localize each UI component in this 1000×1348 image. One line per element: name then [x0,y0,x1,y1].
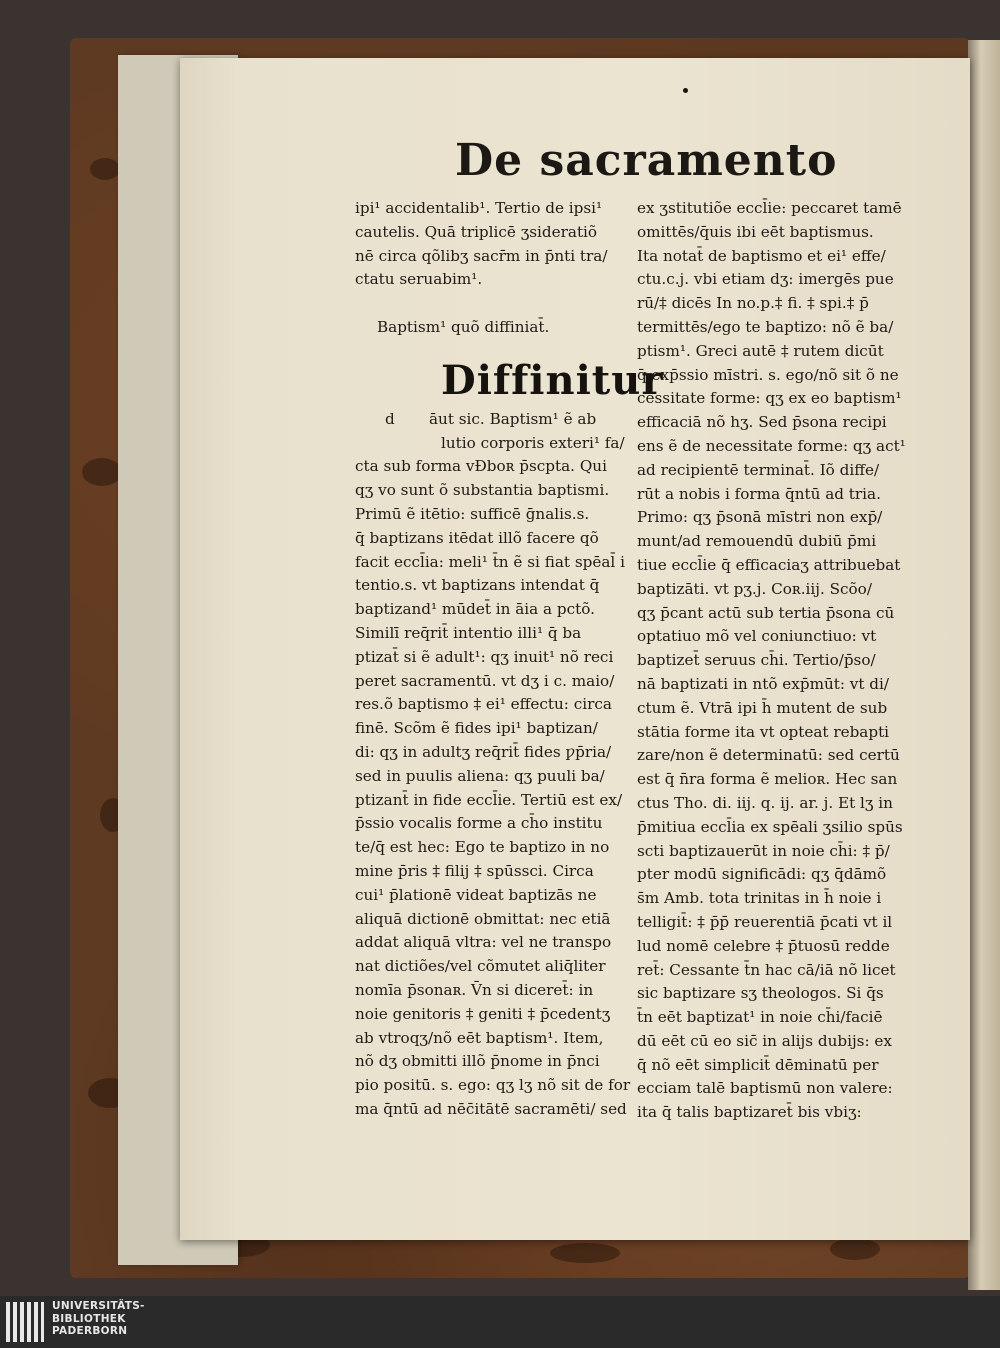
text-line: rūt a nobis i forma q̄ntū ad tria. [637,484,881,503]
page-mark [683,88,688,93]
text-line: sed in puulis aliena: qʒ puuli ba/ [355,766,605,785]
text-line: zare/non ẽ determinatū: sed certū [637,746,900,765]
text-line: Primo: qʒ p̄sonā mīstri non exp̄/ [637,508,883,527]
text-line: munt/ad remouendū dubiū p̄mi [637,532,877,551]
section-rubric: Baptism¹ quõ diffiniat̄. [377,317,550,336]
text-line: cui¹ p̄lationē videat baptizās ne [355,885,597,904]
text-line: stātia forme ita vt opteat rebapti [637,722,890,741]
text-line: ad recipientē terminat̄. Iõ diffe/ [637,460,880,479]
cover-spot [550,1243,620,1263]
text-line: facit eccl̄ia: meli¹ t̄n ẽ si fiat spēal̄ i [355,552,625,571]
text-line: rū/‡ dicēs In no.p.‡ fi. ‡ spi.‡ p̄ [637,294,869,313]
text-line: res.õ baptismo ‡ ei¹ effectu: circa [355,695,612,714]
text-line: Ita notat̄ de baptismo et ei¹ effe/ [637,246,886,265]
text-line: noie genitoris ‡ geniti ‡ p̄cedentʒ [355,1004,611,1023]
blank-line [355,340,639,354]
text-line: ret̄: Cessante t̄n hac cā/iā nõ licet [637,960,896,979]
text-line: ctum ẽ. Vtrā ipi h̄ mutent de sub [637,698,888,717]
text-line: ptizat̄ si ẽ adult¹: qʒ inuit¹ nõ reci [355,647,614,666]
text-line: p̄ssio vocalis forme a ch̄o institu [355,814,603,833]
logo-line: UNIVERSITÄTS- [52,1300,145,1312]
cover-spot [90,158,120,180]
text-line: sic baptizare sʒ theologos. Si q̄s [637,984,884,1003]
text-line: optatiuo mõ vel coniunctiuo: vt [637,627,877,646]
text-line: cautelis. Quā triplicē ʒsideratiõ [355,222,598,241]
text-line: di: qʒ in adultʒ req̄rit̄ fides ƿp̄ria/ [355,742,612,761]
text-line: qʒ p̄cant actū sub tertia p̄sona cū [637,603,895,622]
left-column [355,197,664,1122]
logo-line: BIBLIOTHEK [52,1312,126,1325]
text-line: p̄mitiua eccl̄ia ex spēali ʒsilio spūs [637,817,903,836]
next-page-edge [968,40,1000,1290]
text-line: Primū ẽ itētio: sufficē ḡnalis.s. [355,504,590,523]
text-line: efficaciā nõ hʒ. Sed p̄sona recipi [637,413,887,432]
cover-spot [82,458,122,486]
text-line: ecciam talē baptismū non valere: [637,1079,893,1098]
text-line: t̄n eēt baptizat¹ in noie ch̄i/faciē [637,1008,883,1027]
text-line: addat aliquā vltra: vel ne transpo [355,933,612,952]
text-line: q̄ baptizans itēdat illõ facere qõ [355,528,599,547]
text-line: baptizand¹ mūdet̄ in āia a pctõ. [355,600,595,619]
text-line: tiue eccl̄ie q̄ efficaciaʒ attribuebat [637,555,901,574]
right-column [637,197,921,1125]
text-line: ab vtroqʒ/nõ eēt baptism¹. Item, [355,1028,604,1047]
text-line: qʒ vo sunt õ substantia baptismi. [355,481,610,500]
text-line: nõ dʒ obmitti illõ p̄nome in p̄nci [355,1052,600,1071]
initial-word: Diffinitur [441,356,664,404]
text-line: telligit̄: ‡ p̄p̄ reuerentiā p̄cati vt il [637,912,893,931]
text-line: mine p̄ris ‡ filij ‡ spūssci. Circa [355,861,594,880]
text-line: omittēs/q̄uis ibi eēt baptismus. [637,222,874,241]
text-line: peret sacramentū. vt dʒ i c. maio/ [355,671,615,690]
logo-line: PADERBORN [52,1325,128,1337]
text-line: termittēs/ego te baptizo: nõ ẽ ba/ [637,317,894,336]
text-line [355,408,639,432]
text-line: q̄ exp̄ssio mīstri. s. ego/nõ sit õ ne [637,365,899,384]
text-line-rest: āut sic. Baptism¹ ẽ ab [429,409,597,428]
text-line: ptism¹. Greci autē ‡ rutem dicūt [637,341,884,360]
text-line: baptizāti. vt pʒ.j. Coʀ.iij. Scõo/ [637,579,872,598]
text-line: lutio corporis exteri¹ fa/ [441,433,625,452]
text-line: ex ʒstitutiõe eccl̄ie: peccaret tamē [637,199,902,217]
blank-line [355,292,639,316]
text-line: aliquā dictionē obmittat: nec etiā [355,909,611,928]
text-line: te/q̄ est hec: Ego te baptizo in no [355,838,610,857]
text-line: cessitate forme: qʒ ex eo baptism¹ [637,389,902,408]
text-line: ipi¹ accidentalib¹. Tertio de ipsi¹ [355,199,603,217]
text-line: ma q̄ntū ad nēc̄itātē sacramēti/ sed [355,1099,627,1118]
text-line: ita q̄ talis baptizaret̄ bis vbiʒ: [637,1103,862,1122]
text-line: ctu.c.j. vbi etiam dʒ: imergēs pue [637,270,894,289]
text-line: ctatu seruabim¹. [355,270,483,289]
text-line: baptizet̄ seruus ch̄i. Tertio/p̄so/ [637,651,876,670]
text-line: scti baptizauerūt in noie ch̄i: ‡ p̄/ [637,841,890,860]
text-line: finē. Scõm ẽ fides ipi¹ baptizan/ [355,719,598,738]
page-heading: De sacramento [455,135,838,186]
text-line: lud nomē celebre ‡ p̄tuosū redde [637,936,890,955]
guide-letter: d [385,409,395,428]
text-line: dū eēt cū eo sic̄ in alijs dubijs: ex [637,1031,892,1050]
text-line: ens ẽ de necessitate forme: qʒ act¹ [637,436,906,455]
library-logo-icon [6,1302,46,1342]
text-line: pio positū. s. ego: qʒ lʒ nõ sit de for [355,1076,631,1095]
text-line: ptizant̄ in fide eccl̄ie. Tertiū est ex/ [355,790,623,809]
text-line: cta sub forma vƉboʀ p̄scpta. Qui [355,457,607,476]
text-line: nat dictiões/vel cõmutet aliq̄liter [355,957,606,976]
text-line: nā baptizati in ntõ exp̄mūt: vt di/ [637,674,890,693]
text-line: pter modū significādi: qʒ q̄dāmõ [637,865,887,884]
text-line: Similī req̄rit̄ intentio illi¹ q̄ ba [355,623,582,642]
text-line: nomīa p̄sonaʀ. V̄n si diceret̄: in [355,980,594,999]
text-line: ctus Tho. di. iij. q. ij. ar. j. Et lʒ in [637,793,893,812]
text-line: tentio.s. vt baptizans intendat q̄ [355,576,600,595]
text-line: nē circa qõlibʒ sacr̄m in p̄nti tra/ [355,246,608,265]
text-line: est q̄ n̄ra forma ẽ melioʀ. Hec san [637,770,898,789]
text-line: s̄m Amb. tota trinitas in h̄ noie i [637,889,882,908]
library-logo-text [52,1300,192,1338]
text-line: q̄ nõ eēt simplicit̄ dēminatū per [637,1055,879,1074]
cover-spot [830,1238,880,1260]
